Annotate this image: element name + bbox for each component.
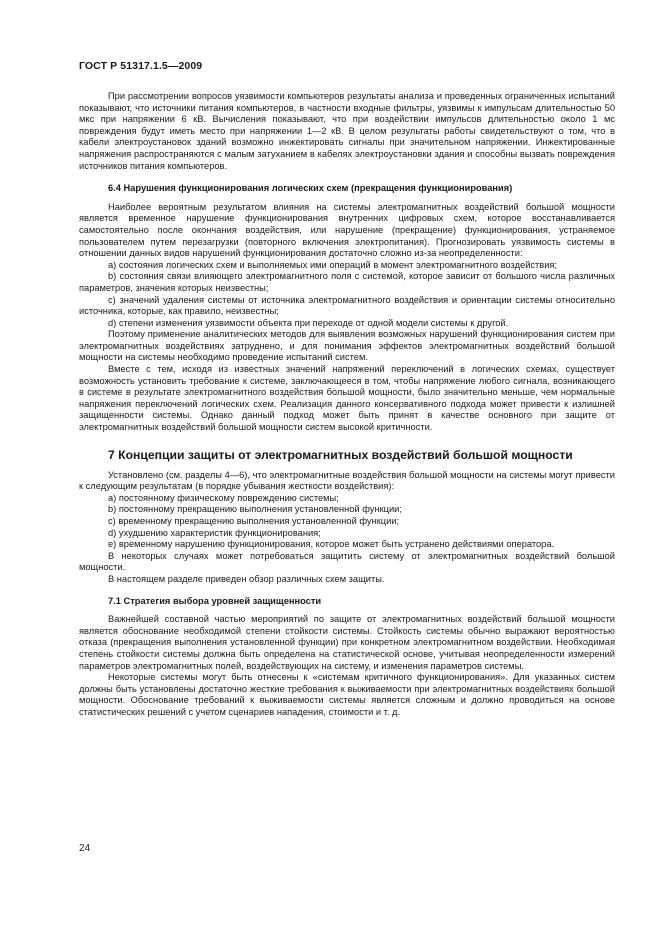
list-item: a) состояния логических схем и выполняемых ими операций в момент электромагнитного воздействия; (108, 259, 558, 270)
list-item: d) степени изменения уязвимости объекта при переходе от одной модели системы к другой. (108, 317, 509, 328)
section-6-4-paragraph: Вместе с тем, исходя из известных значений напряжений переключений в логических схемах, существует возможность установить требование к системе, заключающееся в том, чтобы напряжение любого сигнала, возникающего в системе в результате электромагнитного воздействия большой мощности, было значительно меньше, чем нормальные напряжения переключений логических схем. Реализация данного консервативного подхода может привести к излишней защищенности системы. Однако данный подход может быть принят в качестве основного при защите от электромагнитных воздействий большой мощности систем высокой критичности. (79, 364, 615, 433)
section-6-4-paragraph: Поэтому применение аналитических методов для выявления возможных нарушений функционирования систем при электромагнитных воздействиях затруднено, и для понимания эффектов электромагнитных воздействий большой мощности на системы необходимо проведение испытаний систем. (79, 329, 615, 363)
section-6-4-paragraph: Наиболее вероятным результатом влияния на системы электромагнитных воздействий большой мощности является временное нарушение функционирования внутренних цифровых схем, которое восстанавливается самостоятельно после окончания воздействия, или нарушение (прекращение) функционирования, устраняемое пользователем путем перезагрузки (повторного включения электропитания). Прогнозировать уязвимость системы в отношении данных видов нарушений функционирования достаточно сложно из-за неопределенности: (79, 201, 615, 259)
section-6-4-title: 6.4 Нарушения функционирования логических схем (прекращения функционирования) (108, 183, 513, 194)
document-body (79, 91, 615, 719)
list-item: c) временному прекращению выполнения установленной функции; (108, 516, 400, 526)
list-item: a) постоянному физическому повреждению системы; (108, 492, 339, 503)
list-item: b) постоянному прекращению выполнения установленной функции; (108, 504, 402, 515)
section-7-1-paragraph: Важнейшей составной частью мероприятий по защите от электромагнитных воздействий большой мощности является обоснование необходимой степени стойкости системы. Стойкость системы обычно выражают вероятностью отказа (прекращения выполнения установленной функции) при конкретном электромагнитном воздействии. Необходимая степень стойкости системы должна быть определена на статистической основе, учитывая неопределенности измерений параметров электромагнитных полей, воздействующих на систему, и изменения параметров системы. (79, 614, 615, 671)
list-item: e) временному нарушению функционирования, которое может быть устранено действиями оператора. (108, 539, 555, 550)
section-7-paragraph: В некоторых случаях может потребоваться защитить систему от электромагнитных воздействий большой мощности. (79, 550, 615, 573)
section-7-title: 7 Концепции защиты от электромагнитных воздействий большой мощности (108, 447, 573, 462)
intro-paragraph: При рассмотрении вопросов уязвимости компьютеров результаты анализа и проведенных ограниченных испытаний показывают, что источники питания компьютеров, в частности входные фильтры, уязвимы к импульсам длительностью 50 мкс при напряжении 6 кВ. Вычисления показывают, что при воздействии импульсов длительностью около 1 мс повреждения будут иметь место при напряжении 1—2 кВ. В целом результаты работы свидетельствуют о том, что в кабели электроустановок зданий возможно инжектировать сигналы при значительном напряжении. Инжектированные напряжения распространяются с малым затуханием в кабелях электроустановки здания и способны вызвать повреждения источников питания компьютеров. (79, 91, 615, 171)
page-number: 24 (79, 843, 91, 854)
section-7-paragraph: Установлено (см. разделы 4—6), что электромагнитные воздействия большой мощности на системы могут привести к следующим результатам (в порядке убывания жесткости воздействия): (79, 469, 615, 492)
standard-header: ГОСТ Р 51317.1.5—2009 (79, 60, 203, 72)
section-7-1-title: 7.1 Стратегия выбора уровней защищенности (108, 595, 322, 606)
list-item: d) ухудшению характеристик функционирования; (108, 527, 321, 538)
list-item: b) состояния связи влияющего электромагнитного поля с системой, которое зависит от большого числа различных параметров, значения которых неизвестны; (79, 271, 615, 293)
list-item: c) значений удаления системы от источника электромагнитного воздействия и ориентации системы относительно источника, которые, как правило, неизвестны; (79, 294, 615, 317)
section-7-paragraph: В настоящем разделе приведен обзор различных схем защиты. (108, 573, 385, 584)
section-7-1-paragraph: Некоторые системы могут быть отнесены к «системам критичного функционирования». Для указанных систем должны быть установлены достаточно жесткие требования к выживаемости при электромагнитных воздействиях большой мощности. Обоснование требований к выживаемости системы является сложным и должно проводиться на основе статистических решений с учетом сценариев нападения, стоимости и т. д. (79, 672, 615, 717)
